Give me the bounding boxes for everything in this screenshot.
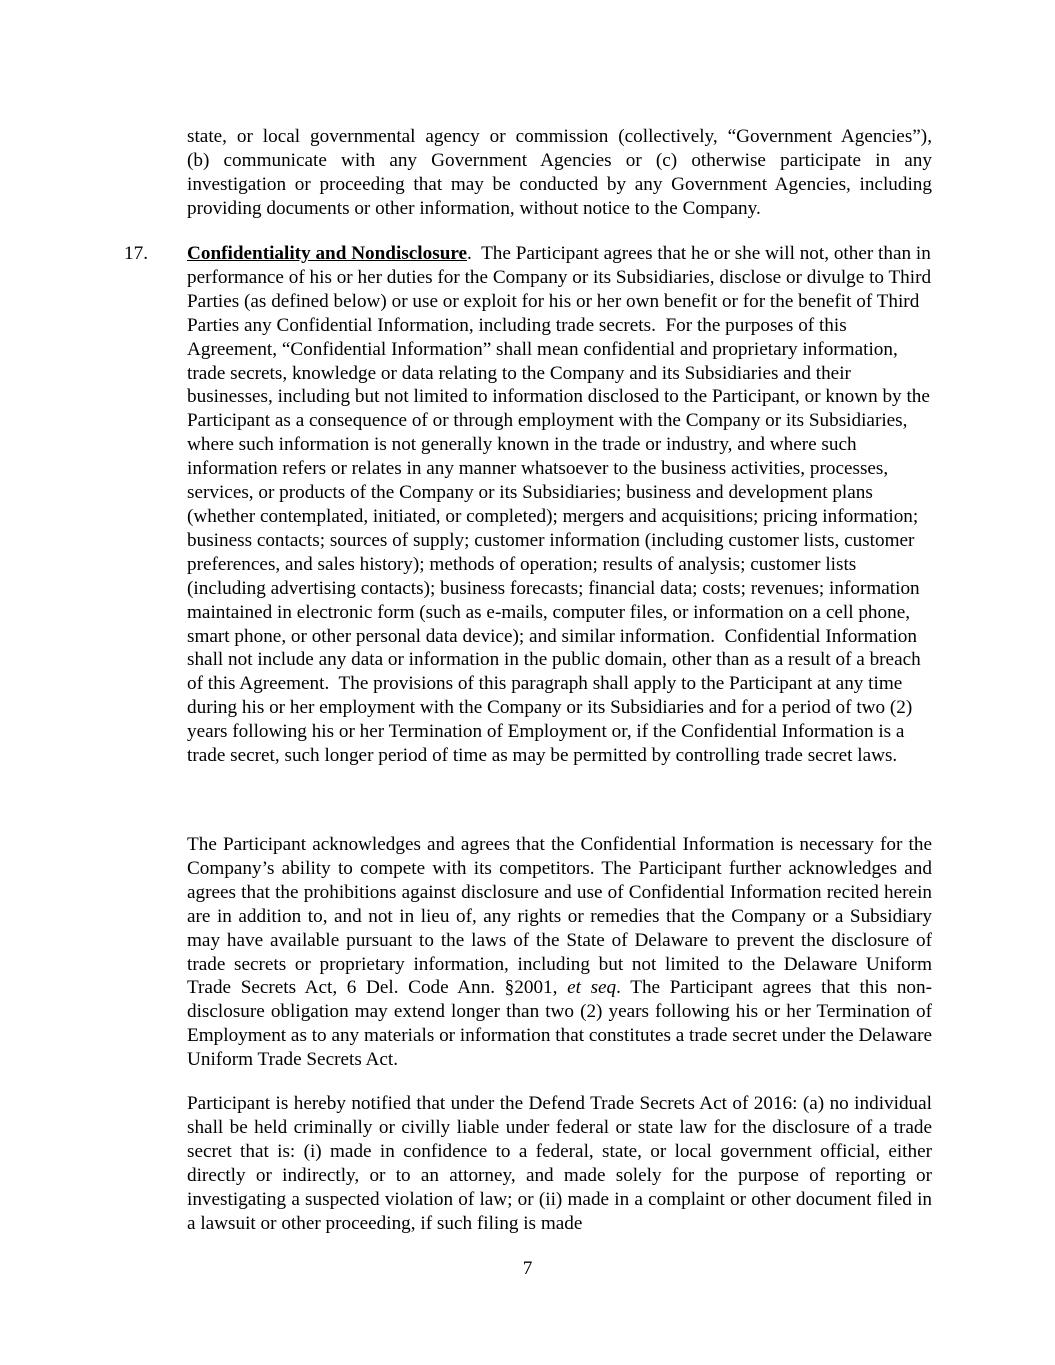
section-number: 17.	[124, 243, 148, 264]
section-17-paragraph	[187, 242, 936, 768]
section-heading: Confidentiality and Nondisclosure	[187, 243, 468, 264]
continuation-paragraph: state, or local governmental agency or commission (collectively, “Government Agencies”), (b) communicate with any Government Agencies or (c) otherwise participate in any investigation or proceeding that may be conducted by any Government Agencies, including providing documents or other information, without notice to the Company.	[187, 126, 932, 219]
acknowledgment-text-after: . The Participant agrees that this non-disclosure obligation may extend longer than two (2) years following his or her Termination of Employment as to any materials or information that constitutes a trade secret under the Delaware Uniform Trade Secrets Act.	[187, 977, 932, 1071]
acknowledgment-paragraph	[187, 833, 932, 1072]
dtsa-paragraph: Participant is hereby notified that under the Defend Trade Secrets Act of 2016: (a) no individual shall be held criminally or civilly liable under federal or state law for the disclosure of a trade secret that is: (i) made in confidence to a federal, state, or local government official, either directly or indirectly, or to an attorney, and made solely for the purpose of reporting or investigating a suspected violation of law; or (ii) made in a complaint or other document filed in a lawsuit or other proceeding, if such filing is made	[187, 1093, 932, 1234]
section-17-body: The Participant agrees that he or she will not, other than in performance of his or her duties for the Company or its Subsidiaries, disclose or divulge to Third Parties (as defined below) or use or exploit for his or her own benefit or for the benefit of Third Parties any Confidential Information, including trade secrets. For the purposes of this Agreement, “Confidential Information” shall mean confidential and proprietary information, trade secrets, knowledge or data relating to the Company and its Subsidiaries and their businesses, including but not limited to information disclosed to the Participant, or known by the Participant as a consequence of or through employment with the Company or its Subsidiaries, where such information is not generally known in the trade or industry, and where such information refers or relates in any manner whatsoever to the business activities, processes, services, or products of the Company or its Subsidiaries; business and development plans (whether contemplated, initiated, or completed); mergers and acquisitions; pricing information; business contacts; sources of supply; customer information (including customer lists, customer preferences, and sales history); methods of operation; results of analysis; customer lists (including advertising contacts); business forecasts; financial data; costs; revenues; information maintained in electronic form (such as e-mails, computer files, or information on a cell phone, smart phone, or other personal data device); and similar information. Confidential Information shall not include any data or information in the public domain, other than as a result of a breach of this Agreement. The provisions of this paragraph shall apply to the Participant at any time during his or her employment with the Company or its Subsidiaries and for a period of two (2) years following his or her Termination of Employment or, if the Confidential Information is a trade secret, such longer period of time as may be permitted by controlling trade secret laws.	[187, 243, 936, 767]
acknowledgment-text-before: The Participant acknowledges and agrees that the Confidential Information is necessary for the Company’s ability to compete with its competitors. The Participant further acknowledges and agrees that the prohibitions against disclosure and use of Confidential Information recited herein are in addition to, and not in lieu of, any rights or remedies that the Company or a Subsidiary may have available pursuant to the laws of the State of Delaware to prevent the disclosure of trade secrets or proprietary information, including but not limited to the Delaware Uniform Trade Secrets Act, 6 Del. Code Ann. §2001,	[187, 834, 932, 999]
section-heading-period: .	[467, 243, 472, 264]
acknowledgment-italic-term: et seq	[567, 977, 617, 999]
page-number: 7	[522, 1258, 533, 1279]
